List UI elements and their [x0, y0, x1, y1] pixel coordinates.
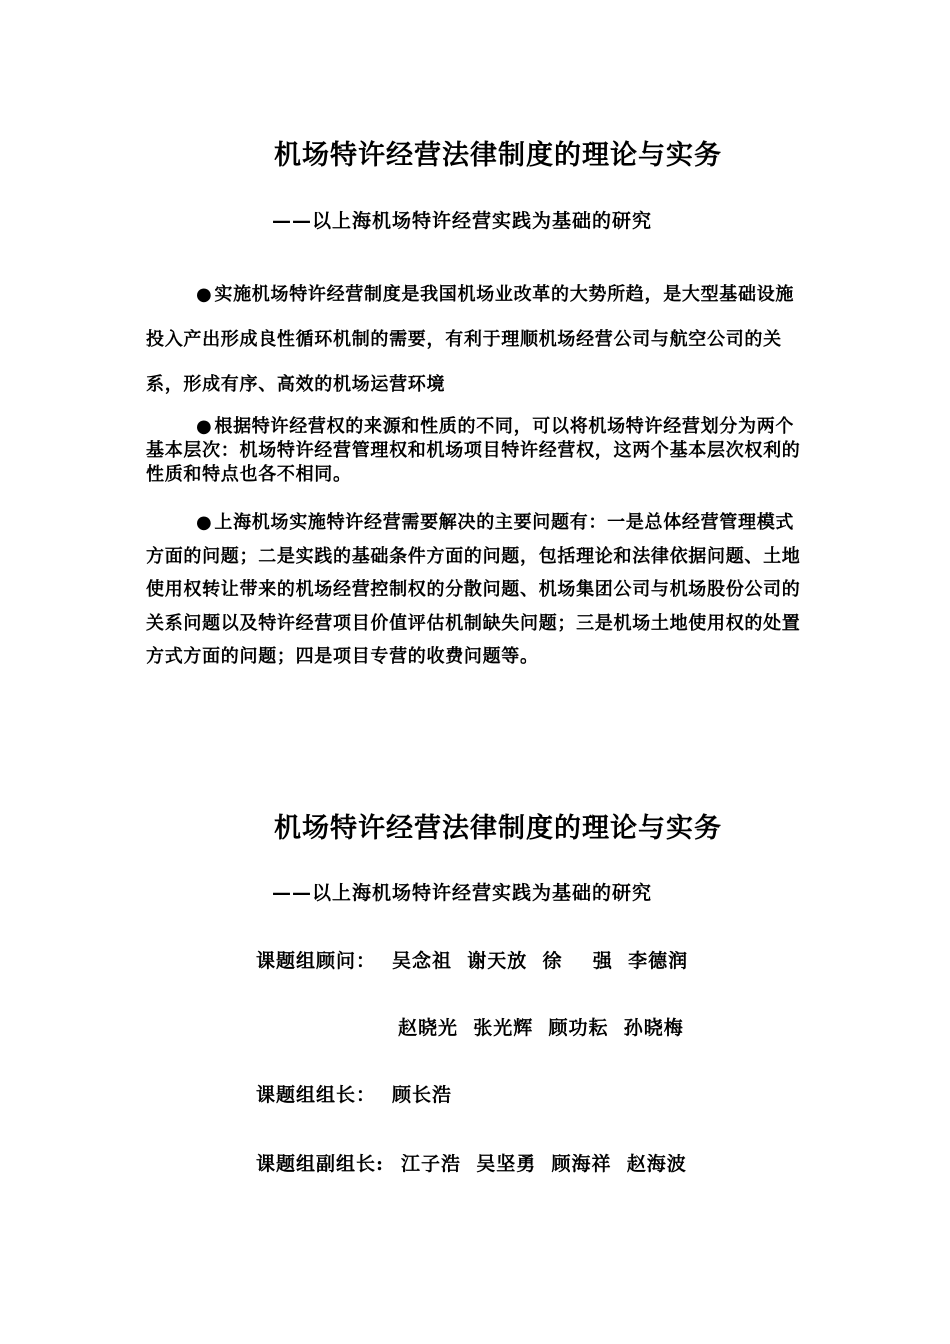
deputy-leader-names: 江子浩 吴坚勇 顾海祥 赵海波 — [401, 1153, 687, 1175]
doc-subtitle: ——以上海机场特许经营实践为基础的研究 — [272, 210, 653, 232]
summary-paragraph-3: ● 上海机场实施特许经营需要解决的主要问题有：一是总体经营管理模式方面的问题；二是实践的基础条件方面的问题，包括理论和法律依据问题、土地使用权转让带来的机场经营控制权的分散问题、机场集团公司与机场股份公司的关系问题以及特许经营项目价值评估机制缺失问题；三是机场土地使用权的处置方式方面的问题；四是项目专营的收费问题等。 — [146, 506, 802, 674]
advisors-label: 课题组顾问： — [256, 950, 377, 972]
advisors-names-line2: 赵晓光 张光辉 顾功耘 孙晓梅 — [398, 1017, 684, 1039]
doc-title-repeat: 机场特许经营法律制度的理论与实务 — [274, 813, 722, 844]
deputy-leader-label: 课题组副组长: — [256, 1153, 385, 1175]
leader-label: 课题组组长： — [256, 1084, 377, 1106]
summary-paragraph-1: ● 实施机场特许经营制度是我国机场业改革的大势所趋，是大型基础设施投入产出形成良性循环机制的需要，有利于理顺机场经营公司与航空公司的关系，形成有序、高效的机场运营环境 — [146, 272, 802, 407]
doc-title: 机场特许经营法律制度的理论与实务 — [274, 140, 722, 171]
doc-subtitle-repeat: ——以上海机场特许经营实践为基础的研究 — [272, 882, 653, 904]
advisors-names-line1: 吴念祖 谢天放 徐 强 李德润 — [392, 950, 689, 972]
summary-paragraph-2: ● 根据特许经营权的来源和性质的不同，可以将机场特许经营划分为两个基本层次：机场特许经营管理权和机场项目特许经营权，这两个基本层次权利的性质和特点也各不相同。 — [146, 415, 802, 487]
leader-name: 顾长浩 — [392, 1084, 453, 1106]
